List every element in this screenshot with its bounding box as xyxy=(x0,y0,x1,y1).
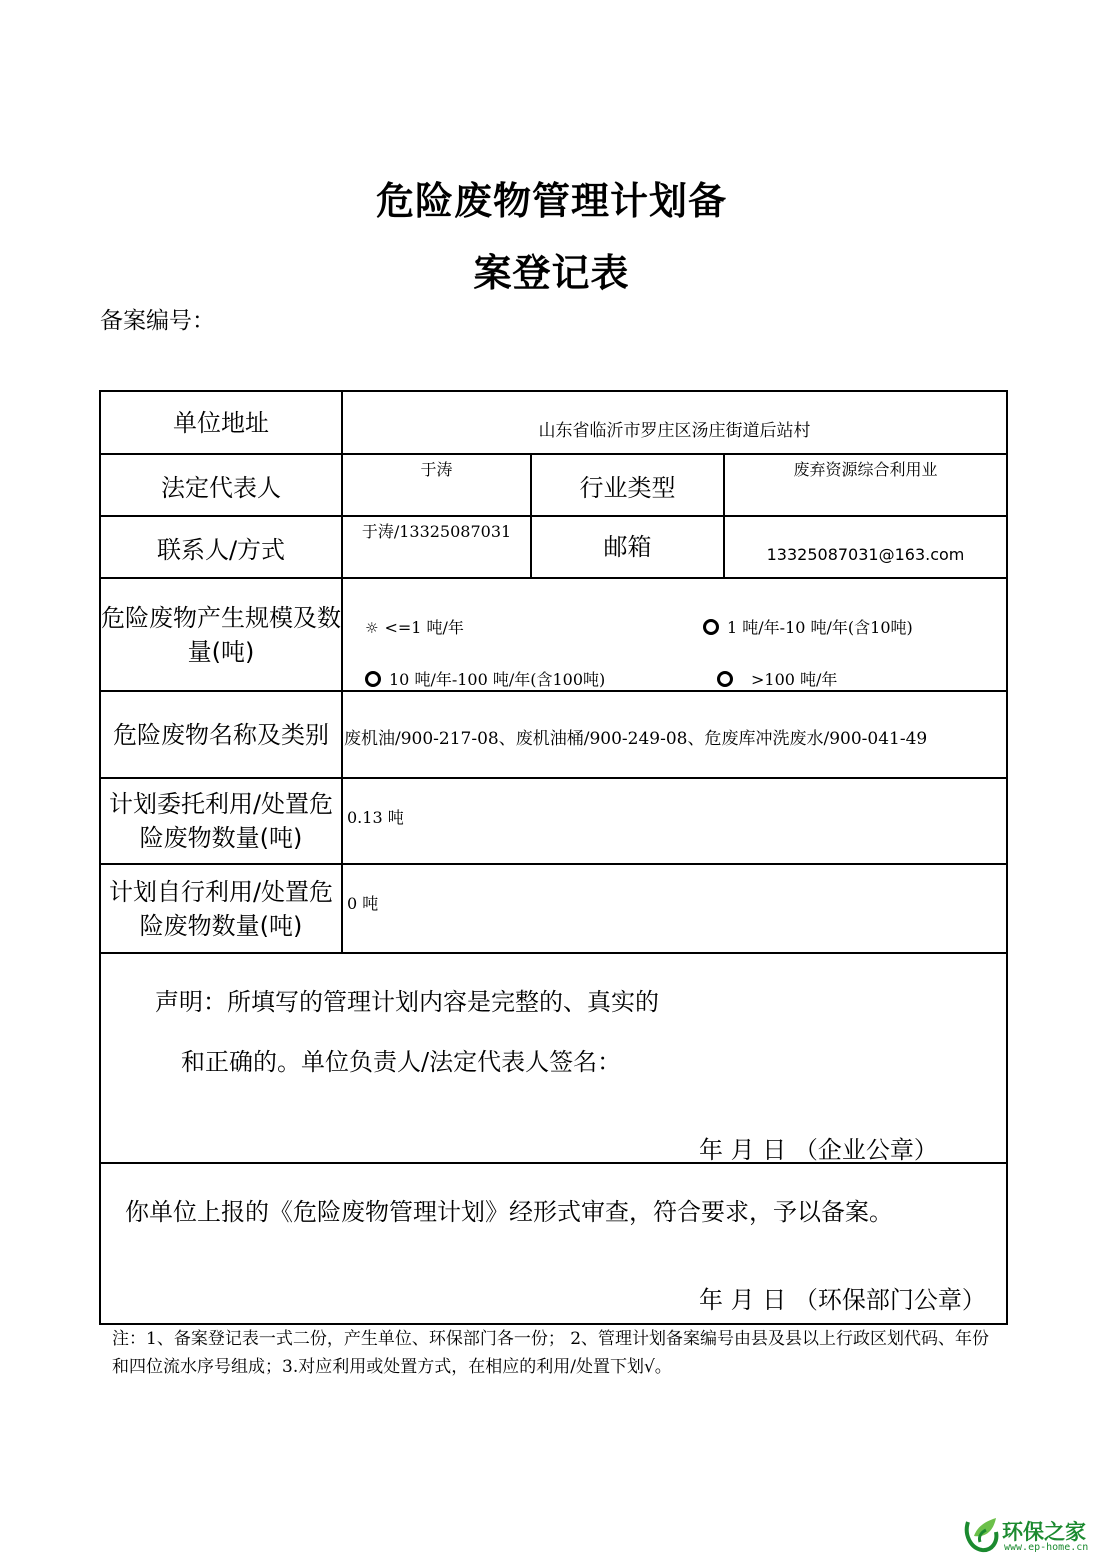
registration-table xyxy=(99,390,1008,1325)
legal-rep-row xyxy=(100,454,1007,516)
contact-cell xyxy=(342,516,531,578)
self-label: 计划自行利用/处置危险废物数量(吨) xyxy=(100,864,342,953)
approval-cell xyxy=(100,1163,1007,1324)
scale-option-3-label: 10 吨/年-100 吨/年(含100吨) xyxy=(389,670,606,689)
declaration-cell xyxy=(100,953,1007,1163)
scale-option-1-label: <=1 吨/年 xyxy=(384,618,464,637)
approval-text: 你单位上报的《危险废物管理计划》经形式审查，符合要求，予以备案。 xyxy=(125,1198,893,1226)
email-value: 13325087031@163.com xyxy=(724,516,1007,578)
logo-name: 环保之家 xyxy=(1002,1520,1086,1544)
scale-option-3[interactable] xyxy=(365,667,605,690)
declaration-line-1: 声明：所填写的管理计划内容是完整的、真实的 xyxy=(155,988,659,1016)
scale-option-2-label: 1 吨/年-10 吨/年(含10吨) xyxy=(727,618,913,637)
unchecked-sun-icon: ☼ xyxy=(365,619,379,637)
footnote: 注：1、备案登记表一式二份，产生单位、环保部门各一份； 2、管理计划备案编号由县及县以上行政区划代码、年份和四位流水序号组成；3.对应利用或处置方式，在相应的利用/处置下划√。 xyxy=(112,1329,990,1377)
entrust-row xyxy=(100,778,1007,864)
site-logo xyxy=(962,1514,1103,1559)
form-title-line-1: 危险废物管理计划备 xyxy=(375,179,727,223)
address-row xyxy=(100,391,1007,454)
contact-label: 联系人/方式 xyxy=(100,516,342,578)
email-label: 邮箱 xyxy=(531,516,724,578)
scale-option-2[interactable] xyxy=(703,615,913,638)
approval-row xyxy=(100,1163,1007,1324)
scale-label: 危险废物产生规模及数量(吨) xyxy=(100,578,342,691)
form-title-line-2: 案登记表 xyxy=(473,251,630,295)
industry-cell xyxy=(724,454,1007,516)
scale-option-4-label: >100 吨/年 xyxy=(751,670,838,689)
declaration-line-2: 和正确的。单位负责人/法定代表人签名： xyxy=(181,1048,622,1076)
legal-rep-label: 法定代表人 xyxy=(100,454,342,516)
approval-date-seal: 年 月 日 （环保部门公章） xyxy=(699,1286,986,1314)
waste-name-value: 废机油/900-217-08、废机油桶/900-249-08、危废库冲洗废水/900-041-49 xyxy=(342,691,1007,778)
entrust-label: 计划委托利用/处置危险废物数量(吨) xyxy=(100,778,342,864)
declaration-date-seal: 年 月 日 （企业公章） xyxy=(699,1136,938,1164)
scale-row xyxy=(100,578,1007,691)
declaration-row xyxy=(100,953,1007,1163)
radio-circle-icon xyxy=(703,619,719,635)
industry-value: 废弃资源综合利用业 xyxy=(793,460,938,479)
radio-circle-icon xyxy=(365,671,381,687)
legal-rep-value: 于涛 xyxy=(420,460,453,479)
industry-label: 行业类型 xyxy=(531,454,724,516)
waste-name-row xyxy=(100,691,1007,778)
scale-option-1[interactable] xyxy=(365,615,464,638)
leaf-logo-icon xyxy=(962,1514,1000,1554)
scale-options-cell xyxy=(342,578,1007,691)
contact-value: 于涛/13325087031 xyxy=(361,522,512,541)
waste-name-label: 危险废物名称及类别 xyxy=(100,691,342,778)
scale-option-4[interactable] xyxy=(717,667,837,690)
entrust-value: 0.13 吨 xyxy=(342,778,1007,864)
address-label: 单位地址 xyxy=(100,391,342,454)
contact-row xyxy=(100,516,1007,578)
record-number-label: 备案编号： xyxy=(100,308,215,334)
legal-rep-cell xyxy=(342,454,531,516)
address-value: 山东省临沂市罗庄区汤庄街道后站村 xyxy=(342,391,1007,454)
radio-circle-icon xyxy=(717,671,733,687)
logo-url: www.ep-home.cn xyxy=(1004,1542,1089,1553)
self-value: 0 吨 xyxy=(342,864,1007,953)
self-row xyxy=(100,864,1007,953)
